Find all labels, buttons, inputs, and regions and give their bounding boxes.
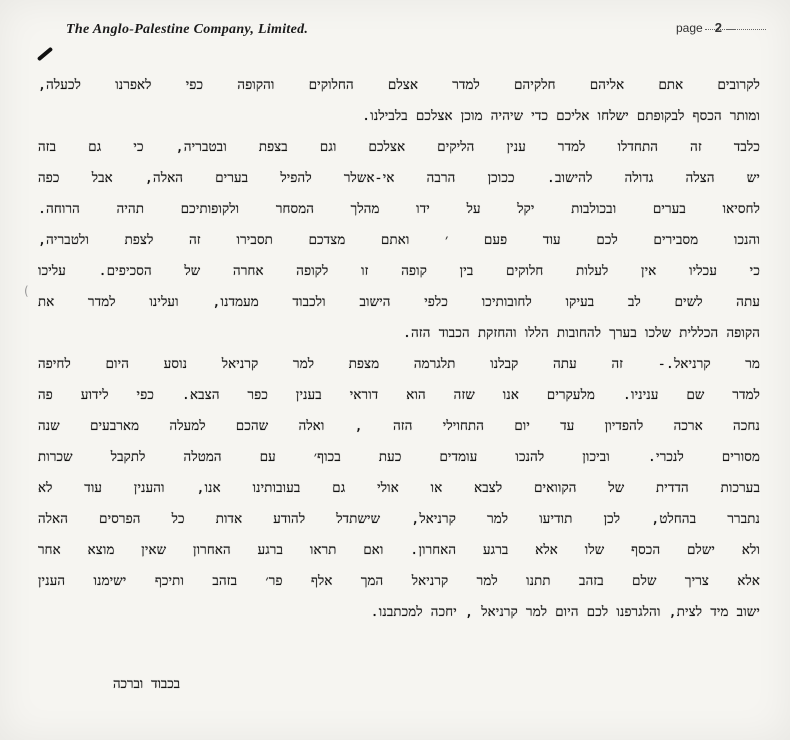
text-line: יש הצלה גדולה להישוב. ככוכן הרבה אי-אשלר להפיל בערים האלה, אבל כפה [38, 171, 760, 186]
page-label: page [676, 21, 703, 35]
text-line: כלבד זה התחדלו למדר ענין הליקים אצלכם וגם בצפת ובטבריה, כי גם בזה [38, 140, 760, 155]
text-line: מסורים לנכרי. וביכון להנכו עומדים כעת בכוף׳ עם המטלה לתקבל שכרות [38, 450, 760, 465]
text-line: אלא צריך שלם בזהב תתנו למר קרניאל המך אלף פר׳ בזהב ותיכף ישימנו הענין [38, 574, 760, 589]
closing-salutation: בכבוד וברכה [112, 677, 180, 692]
margin-mark: ( [24, 284, 29, 298]
page-dots-trailing [726, 29, 766, 30]
text-line: בערכות הדדית של הקוואים לצבא או אולי גם בעובותינו אנו, והענין עוד לא [38, 481, 760, 496]
page-number-field [676, 20, 766, 35]
text-line: לחסיאו בערים ובכולבות יקל על ידו מהלך המסחר ולקופותיכם תהיה הרוחה. [38, 202, 760, 217]
text-line: נתברר בהחלט, לכן תודיעו למר קרניאל, שישתדל להודע אדות כל הפרסים האלה [38, 512, 760, 527]
text-line: נחכה ארכה להפדיון עד יום התחוילי הזה , ואלה שהכם למעלה מארבעים שנה [38, 419, 760, 434]
text-line: ולא ישלם הכסף שלו אלא ברגע האחרון. ואם תראו ברגע האחרון שאין מוצא אחר [38, 543, 760, 558]
letterhead: The Anglo-Palestine Company, Limited. [66, 22, 309, 37]
text-line: מר קרניאל.- זה עתה קבלנו תלגרמה מצפת למר קרניאל נוסע היום לחיפה [38, 357, 760, 372]
text-line: והנכו מסבירים לכם עוד פעם ׳ ואתם מצדכם תסבירו זה לצפת ולטבריה, [38, 233, 760, 248]
text-line: ישוב מיד לצית, והלגרפנו לכם היום למר קרניאל , יחכה למכתבנו. [370, 605, 760, 620]
letter-body [38, 70, 760, 628]
text-line: הקופה הכללית שלכו בערך להחובות הללו והחזקת הכבוד הזה. [402, 326, 760, 341]
pen-mark [37, 47, 53, 62]
text-line: עתה לשים לב בעיקו לחובותיכו כלפי הישוב ולכבוד מעמדנו, ועלינו למדר את [38, 295, 760, 310]
text-line: לקרובים אתם אליהם חלקיהם למדר אצלם החלוקים והקופה כפי לאפרנו לכעלה, [38, 78, 760, 93]
text-line: כי עכליו אין לעלות חלוקים בין קופה זו לקופה אחרה של הסכיפים. עליכו [38, 264, 760, 279]
page-number: 2 [714, 20, 722, 35]
text-line: ומותר הכסף לבקופתם ישלחו אליכם כדי שיהיה מוכן אצלכם בלבילנו. [362, 109, 760, 124]
text-line: למדר שם עניניו. מלעקרים אנו שזה הוא דוראי בענין כפר הצבא. כפי לידוע פה [38, 388, 760, 403]
